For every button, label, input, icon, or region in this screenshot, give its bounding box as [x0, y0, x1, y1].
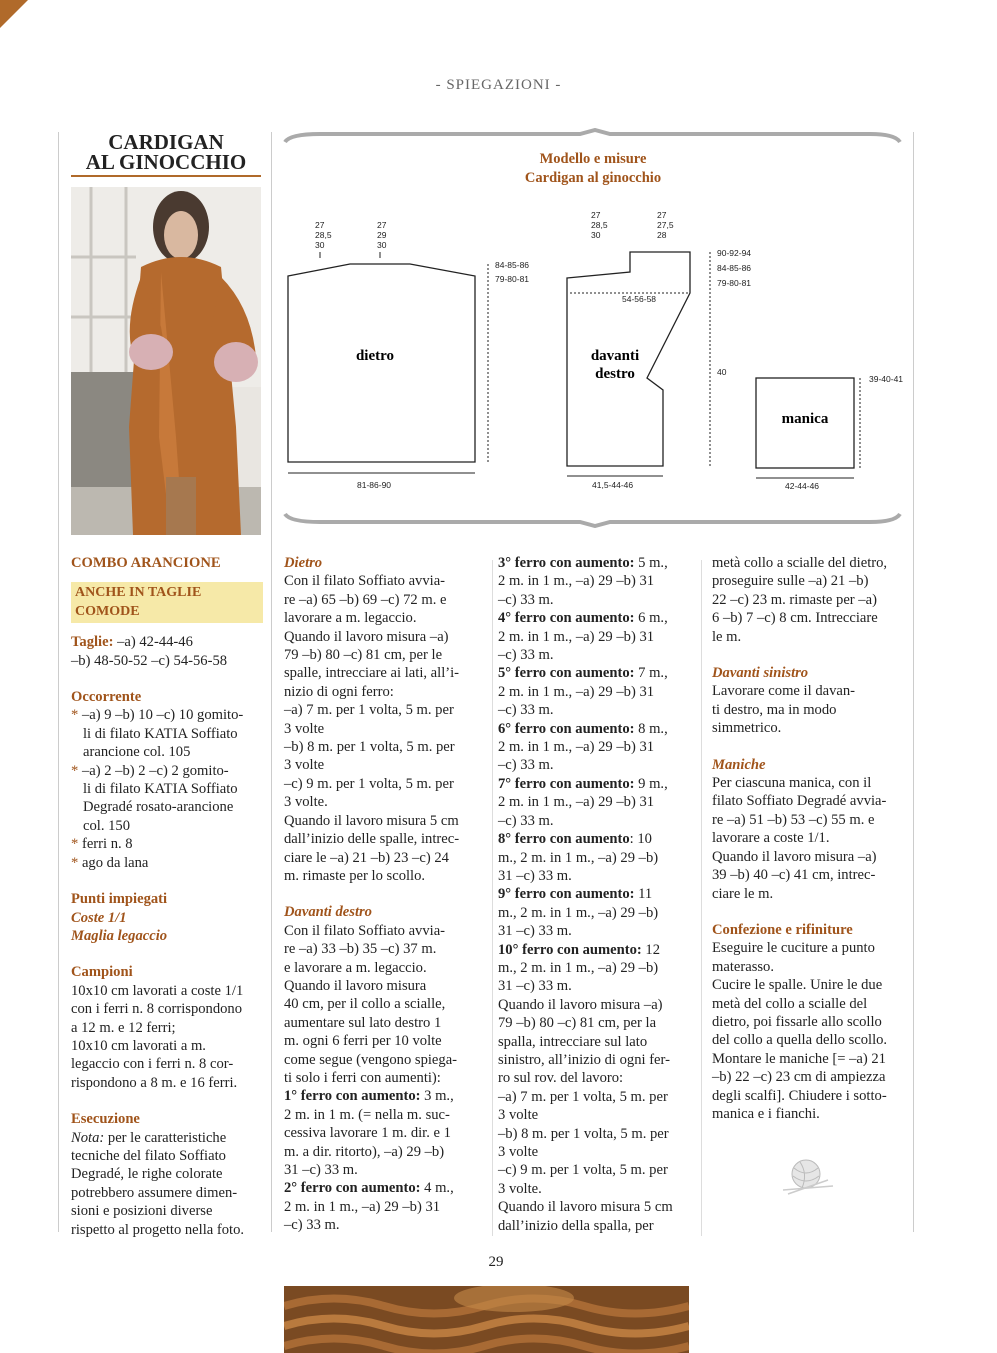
text-line: 31 –c) 33 m. [284, 1162, 358, 1178]
front-inner-width: 54-56-58 [622, 294, 657, 304]
bullet-star: * [71, 836, 79, 853]
model-photo [71, 187, 261, 535]
text-line: 3 volte [498, 1144, 539, 1160]
text-line: 79 –b) 80 –c) 81 cm, per le [284, 647, 443, 664]
text-line: Eseguire le cuciture a punto [712, 940, 875, 957]
occorrente-title: Occorrente [71, 689, 142, 706]
text-line: materasso. [712, 958, 775, 975]
sizes-value-1: –a) 42-44-46 [117, 634, 193, 651]
front-height-4: 40 [717, 367, 727, 377]
column-3 [498, 554, 690, 1235]
text-line [498, 664, 690, 682]
row-text: 5 m., [634, 555, 668, 571]
text-line: –c) 9 m. per 1 volta, 5 m. per [284, 775, 454, 792]
text-line [284, 1087, 476, 1105]
campioni-line: a 12 m. e 12 ferri; [71, 1019, 176, 1036]
text-line: 3 volte [284, 720, 325, 737]
material-text: ferri n. 8 [81, 836, 133, 853]
column-divider [271, 132, 272, 1232]
text-line: Per ciascuna manica, con il [712, 775, 872, 792]
campioni-line: legaccio con i ferri n. 8 cor- [71, 1056, 234, 1073]
row-text: 12 [641, 941, 661, 958]
text-line: Quando il lavoro misura 5 cm [498, 1199, 673, 1216]
text-line: –b) 8 m. per 1 volta, 5 m. per [498, 1125, 669, 1142]
column-divider [913, 132, 914, 1232]
text-line: Cucire le spalle. Unire le due [712, 977, 883, 994]
row-label: 10° ferro con aumento: [498, 941, 642, 958]
text-line: m. a dir. ritorto), –a) 29 –b) [284, 1143, 445, 1160]
row-text: 6 m., [634, 610, 668, 627]
esecuzione-line [71, 1129, 263, 1147]
text-line: 31 –c) 33 m. [498, 867, 572, 884]
text-line: proseguire sulle –a) 21 –b) [712, 573, 869, 590]
bullet-star: * [71, 762, 79, 779]
text-line: metà del collo a scialle del [712, 995, 868, 1012]
model-illustration [71, 187, 261, 535]
row-text: 8 m., [634, 720, 668, 737]
column-divider [492, 560, 493, 1236]
text-line: dall’inizio della spalla, per [498, 1217, 654, 1234]
front-piece-label-1: davanti [590, 348, 640, 364]
davanti-destro-title: Davanti destro [284, 904, 372, 921]
text-line: 2 m. in 1 m., –a) 29 –b) 31 [498, 683, 655, 700]
front-top-b-2: 27,5 [657, 220, 674, 230]
text-line: m. ogni 6 ferri per 10 volte [284, 1033, 442, 1050]
text-line: m., 2 m. in 1 m., –a) 29 –b) [498, 959, 659, 976]
text-line [498, 885, 690, 903]
page-number: 29 [488, 1254, 504, 1270]
material-item [71, 706, 263, 724]
text-line [498, 554, 690, 572]
dietro-title: Dietro [284, 555, 323, 571]
diagram-heading-1: Modello e misure [539, 151, 647, 167]
text-line: 2 m. in 1 m., –a) 29 –b) 31 [498, 573, 655, 590]
knit-texture-photo [284, 1286, 689, 1353]
text-line: manica e i fianchi. [712, 1105, 820, 1122]
text-line: come segue (vengono spiega- [284, 1051, 458, 1068]
text-line: sinistro, all’inizio di ogni fer- [498, 1051, 670, 1068]
material-text: li di filato KATIA Soffiato [83, 725, 238, 742]
text-line: re –a) 65 –b) 69 –c) 72 m. e [284, 591, 447, 608]
sleeve-height: 39-40-41 [869, 374, 904, 384]
text-line: Quando il lavoro misura –a) [712, 848, 877, 865]
text-line [498, 609, 690, 627]
text-line: del collo a quella dello scollo. [712, 1032, 888, 1049]
bullet-star: * [71, 854, 79, 871]
text-line: –c) 33 m. [498, 702, 554, 719]
yarn-ball-icon [778, 1156, 838, 1196]
campioni-title: Campioni [71, 964, 133, 981]
text-line: e lavorare a m. legaccio. [284, 959, 427, 976]
text-line [498, 720, 690, 738]
text-line: 31 –c) 33 m. [498, 923, 572, 940]
text-line [284, 1179, 476, 1197]
material-text: ago da lana [81, 854, 149, 871]
sleeve-label: manica [781, 411, 829, 427]
text-line: –c) 33 m. [498, 812, 554, 829]
row-text: 7 m., [634, 665, 668, 682]
column-1 [71, 554, 263, 1239]
campioni-line: 10x10 cm lavorati a coste 1/1 [71, 982, 244, 999]
campioni-line: rispondono a 8 m. e 16 ferri. [71, 1074, 238, 1091]
front-top-a-1: 27 [591, 210, 601, 220]
esecuzione-line: rispetto al progetto nella foto. [71, 1221, 245, 1238]
back-shoulder-b-2: 29 [377, 230, 387, 240]
sleeve-width: 42-44-46 [785, 481, 820, 491]
material-text: Degradé rosato-arancione [83, 799, 234, 816]
text-line: Montare le maniche [= –a) 21 [712, 1050, 886, 1067]
text-line: 3 volte [284, 757, 325, 774]
back-shoulder-a-2: 28,5 [315, 230, 332, 240]
front-height-2: 84-85-86 [717, 263, 752, 273]
combo-title: COMBO ARANCIONE [71, 555, 221, 571]
text-line: ro sul rov. del lavoro: [498, 1070, 624, 1087]
back-height-total: 84-85-86 [495, 260, 530, 270]
text-line: degli scalfi]. Chiudere i sotto- [712, 1087, 887, 1104]
row-label: 6° ferro con aumento: [498, 720, 635, 737]
text-line: ciare le m. [712, 885, 774, 902]
text-line: Quando il lavoro misura [284, 977, 427, 994]
text-line: Con il filato Soffiato avvia- [284, 922, 446, 939]
text-line: spalla, intrecciare sul lato [498, 1033, 648, 1050]
material-text: –a) 2 –b) 2 –c) 2 gomito- [81, 762, 229, 779]
text-line [498, 830, 690, 848]
row-label: 4° ferro con aumento: [498, 610, 635, 627]
diagram-bottom-border [285, 514, 900, 526]
text-line: dietro, poi fissarle allo scollo [712, 1013, 882, 1030]
front-height-1: 90-92-94 [717, 248, 752, 258]
text-line: 3 volte. [284, 794, 328, 811]
text-line: re –a) 51 –b) 53 –c) 55 m. e [712, 811, 875, 828]
column-2 [284, 554, 476, 1235]
back-shoulder-a-1: 27 [315, 220, 325, 230]
text-line: 22 –c) 23 m. rimaste per –a) [712, 591, 877, 608]
text-line: Con il filato Soffiato avvia- [284, 573, 446, 590]
text-line: –a) 7 m. per 1 volta, 5 m. per [498, 1088, 668, 1105]
text-line: m., 2 m. in 1 m., –a) 29 –b) [498, 849, 659, 866]
material-item [71, 835, 263, 853]
text-line: metà collo a scialle del dietro, [712, 555, 888, 571]
campioni-line: con i ferri n. 8 corrispondono [71, 1001, 243, 1018]
text-line: 6 –b) 7 –c) 8 cm. Intrecciare [712, 610, 878, 627]
material-text: li di filato KATIA Soffiato [83, 781, 238, 798]
text-line: spalle, intrecciare ai lati, all’i- [284, 665, 460, 682]
punti-item: Coste 1/1 [71, 909, 127, 926]
sizes-line-1 [71, 633, 263, 651]
campioni-line: 10x10 cm lavorati a m. [71, 1037, 206, 1054]
text-line: 2 m. in 1 m. (= nella m. suc- [284, 1106, 450, 1123]
title-line-1: CARDIGAN [108, 130, 224, 154]
text-line: m. rimaste per lo scollo. [284, 867, 426, 884]
text-line: Quando il lavoro misura 5 cm [284, 812, 459, 829]
front-top-b-1: 27 [657, 210, 667, 220]
front-height-3: 79-80-81 [717, 278, 752, 288]
esecuzione-line: tecniche del filato Soffiato [71, 1147, 226, 1164]
text-line: lavorare a m. legaccio. [284, 610, 417, 627]
text-line: re –a) 33 –b) 35 –c) 37 m. [284, 941, 437, 958]
back-shoulder-b-1: 27 [377, 220, 387, 230]
row-text: 4 m., [420, 1180, 454, 1197]
column-4 [712, 554, 904, 1123]
row-label: 8° ferro con aumento [498, 831, 630, 848]
row-text: 9 m., [634, 775, 668, 792]
back-piece-label: dietro [355, 348, 395, 364]
row-label: 5° ferro con aumento: [498, 665, 635, 682]
pattern-diagram [280, 128, 905, 528]
row-text: 11 [634, 886, 653, 903]
text-line: –c) 33 m. [284, 1217, 340, 1234]
section-header: - SPIEGAZIONI - [435, 77, 562, 93]
text-line: 2 m. in 1 m., –a) 29 –b) 31 [284, 1198, 441, 1215]
material-text: col. 150 [83, 817, 131, 834]
davanti-sinistro-title: Davanti sinistro [712, 665, 809, 682]
text-line [498, 775, 690, 793]
front-width: 41,5-44-46 [592, 480, 634, 490]
text-line: –b) 8 m. per 1 volta, 5 m. per [284, 739, 455, 756]
text-line: 3 volte. [498, 1180, 542, 1197]
text-line: cessiva lavorare 1 m. dir. e 1 [284, 1125, 451, 1142]
esecuzione-text: per le caratteristiche [104, 1129, 227, 1146]
diagram-heading-2: Cardigan al ginocchio [524, 170, 662, 186]
text-line: –b) 22 –c) 23 cm di ampiezza [712, 1069, 886, 1086]
text-line: 39 –b) 40 –c) 41 cm, intrec- [712, 867, 876, 884]
material-item [71, 762, 263, 780]
row-label: 3° ferro con aumento: [498, 555, 635, 571]
esecuzione-title: Esecuzione [71, 1111, 140, 1128]
row-label: 9° ferro con aumento: [498, 886, 635, 903]
sizes-label: Taglie: [71, 634, 114, 651]
text-line: Quando il lavoro misura –a) [498, 996, 663, 1013]
row-label: 7° ferro con aumento: [498, 775, 635, 792]
text-line: 3 volte [498, 1107, 539, 1124]
sizes-line-2: –b) 48-50-52 –c) 54-56-58 [71, 652, 228, 669]
text-line: 79 –b) 80 –c) 81 cm, per la [498, 1015, 657, 1032]
maniche-title: Maniche [712, 756, 766, 773]
row-label: 2° ferro con aumento: [284, 1180, 421, 1197]
column-divider [58, 132, 59, 1232]
corner-decoration [0, 0, 28, 28]
back-width: 81-86-90 [357, 480, 392, 490]
front-top-a-3: 30 [591, 230, 601, 240]
back-shoulder-b-3: 30 [377, 240, 387, 250]
front-top-a-2: 28,5 [591, 220, 608, 230]
article-title [71, 132, 261, 172]
text-line: –c) 33 m. [498, 647, 554, 664]
diagram-top-border [285, 130, 900, 142]
material-text: –a) 9 –b) 10 –c) 10 gomito- [81, 707, 244, 724]
esecuzione-line: sioni e posizioni diverse [71, 1203, 213, 1220]
text-line: ti destro, ma in modo [712, 701, 837, 718]
back-shoulder-a-3: 30 [315, 240, 325, 250]
text-line: Quando il lavoro misura –a) [284, 628, 449, 645]
text-line: Lavorare come il davan- [712, 683, 856, 700]
title-underline [71, 175, 261, 177]
text-line: –c) 9 m. per 1 volta, 5 m. per [498, 1162, 668, 1179]
text-line: le m. [712, 628, 742, 645]
material-text: arancione col. 105 [83, 744, 191, 761]
text-line [498, 941, 690, 959]
text-line: 2 m. in 1 m., –a) 29 –b) 31 [498, 739, 655, 756]
esecuzione-line: Degradé, le righe colorate [71, 1166, 223, 1183]
back-height-body: 79-80-81 [495, 274, 530, 284]
confezione-title: Confezione e rifiniture [712, 921, 853, 938]
row-text: 3 m., [420, 1088, 454, 1105]
text-line: nizio di ogni ferro: [284, 683, 394, 700]
text-line: ciare le –a) 21 –b) 23 –c) 24 [284, 849, 449, 866]
front-piece-label-2: destro [595, 366, 635, 382]
material-item [71, 854, 263, 872]
text-line: 2 m. in 1 m., –a) 29 –b) 31 [498, 628, 655, 645]
size-badge: ANCHE IN TAGLIE COMODE [71, 582, 263, 623]
text-line: ti solo i ferri con aumenti): [284, 1069, 441, 1086]
text-line: m., 2 m. in 1 m., –a) 29 –b) [498, 904, 659, 921]
text-line: filato Soffiato Degradé avvia- [712, 793, 887, 810]
row-text: : 10 [629, 831, 652, 848]
knit-texture [284, 1286, 689, 1353]
text-line: –c) 33 m. [498, 757, 554, 774]
text-line: simmetrico. [712, 720, 782, 737]
column-divider [701, 560, 702, 1236]
text-line: dall’inizio delle spalle, intrec- [284, 831, 460, 848]
punti-title: Punti impiegati [71, 891, 168, 908]
text-line: 40 cm, per il collo a scialle, [284, 996, 446, 1013]
text-line: 31 –c) 33 m. [498, 978, 572, 995]
nota-label: Nota: [71, 1129, 105, 1146]
text-line: –c) 33 m. [498, 591, 554, 608]
text-line: aumentare sul lato destro 1 [284, 1014, 442, 1031]
title-line-2: AL GINOCCHIO [85, 150, 247, 174]
punti-item: Maglia legaccio [71, 927, 168, 944]
front-top-b-3: 28 [657, 230, 667, 240]
row-label: 1° ferro con aumento: [284, 1088, 421, 1105]
text-line: lavorare a coste 1/1. [712, 830, 830, 847]
bullet-star: * [71, 707, 79, 724]
text-line: 2 m. in 1 m., –a) 29 –b) 31 [498, 794, 655, 811]
text-line: –a) 7 m. per 1 volta, 5 m. per [284, 702, 454, 719]
esecuzione-line: potrebbero assumere dimen- [71, 1184, 238, 1201]
